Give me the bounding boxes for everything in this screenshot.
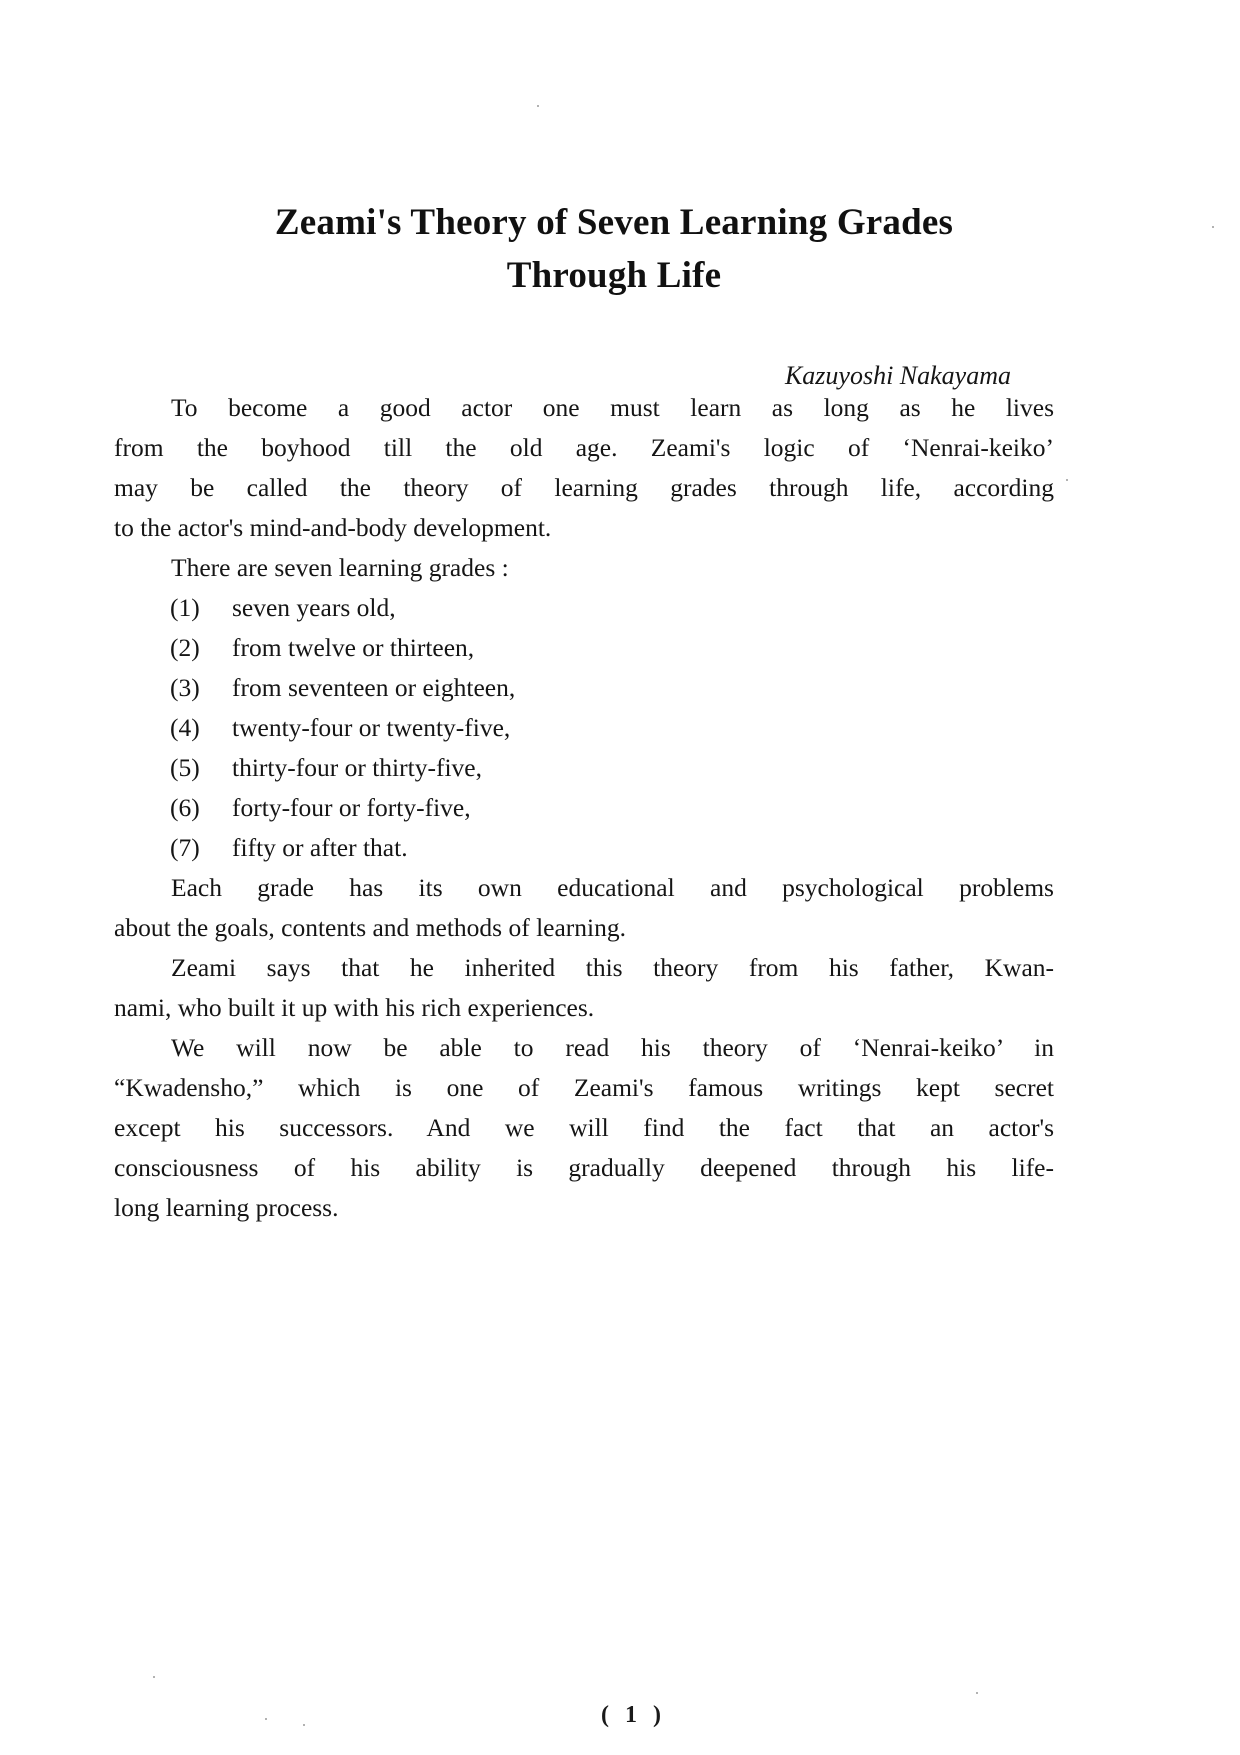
- scan-speck: [265, 1718, 267, 1720]
- paragraph-2-line: Each grade has its own educational and psychological problems: [171, 873, 1054, 902]
- grade-text: twenty-four or twenty-five,: [232, 713, 511, 742]
- scan-speck: [1066, 479, 1068, 481]
- grade-number: (4): [170, 713, 200, 742]
- paragraph-4-line: consciousness of his ability is gradually deepened through his life-: [114, 1153, 1054, 1182]
- grade-text: forty-four or forty-five,: [232, 793, 471, 822]
- paragraph-1-line: To become a good actor one must learn as long as he lives: [171, 393, 1054, 422]
- paragraph-3-line: nami, who built it up with his rich experiences.: [114, 993, 595, 1022]
- paragraph-4-line: “Kwadensho,” which is one of Zeami's famous writings kept secret: [114, 1073, 1054, 1102]
- author-name: Kazuyoshi Nakayama: [784, 361, 1011, 390]
- paragraph-4-line: We will now be able to read his theory of ‘Nenrai-keiko’ in: [171, 1033, 1054, 1062]
- scan-speck: [303, 1724, 305, 1726]
- paragraph-2-line: about the goals, contents and methods of learning.: [114, 913, 627, 942]
- paragraph-1-line: to the actor's mind-and-body development.: [114, 513, 552, 542]
- grade-text: seven years old,: [232, 593, 396, 622]
- title-line-2: Through Life: [506, 255, 722, 296]
- grade-text: fifty or after that.: [232, 833, 408, 862]
- grade-number: (6): [170, 793, 200, 822]
- scan-speck: [1212, 226, 1214, 228]
- grade-number: (7): [170, 833, 200, 862]
- grade-text: from seventeen or eighteen,: [232, 673, 516, 702]
- grade-text: from twelve or thirteen,: [232, 633, 475, 662]
- title-line-1: Zeami's Theory of Seven Learning Grades: [274, 202, 954, 243]
- paragraph-3-line: Zeami says that he inherited this theory from his father, Kwan-: [171, 953, 1054, 982]
- scan-speck: [537, 105, 539, 107]
- paragraph-4-line: except his successors. And we will find the fact that an actor's: [114, 1113, 1054, 1142]
- grades-intro: There are seven learning grades :: [171, 553, 509, 582]
- page-number: ( 1 ): [601, 1702, 661, 1728]
- paragraph-1-line: may be called the theory of learning grades through life, according: [114, 473, 1054, 502]
- scan-speck: [976, 1692, 978, 1694]
- paragraph-4-line: long learning process.: [114, 1193, 339, 1222]
- grade-number: (2): [170, 633, 200, 662]
- grade-number: (5): [170, 753, 200, 782]
- scan-speck: [153, 1676, 155, 1678]
- grade-number: (1): [170, 593, 200, 622]
- paragraph-1-line: from the boyhood till the old age. Zeami's logic of ‘Nenrai-keiko’: [114, 433, 1054, 462]
- grade-text: thirty-four or thirty-five,: [232, 753, 482, 782]
- grade-number: (3): [170, 673, 200, 702]
